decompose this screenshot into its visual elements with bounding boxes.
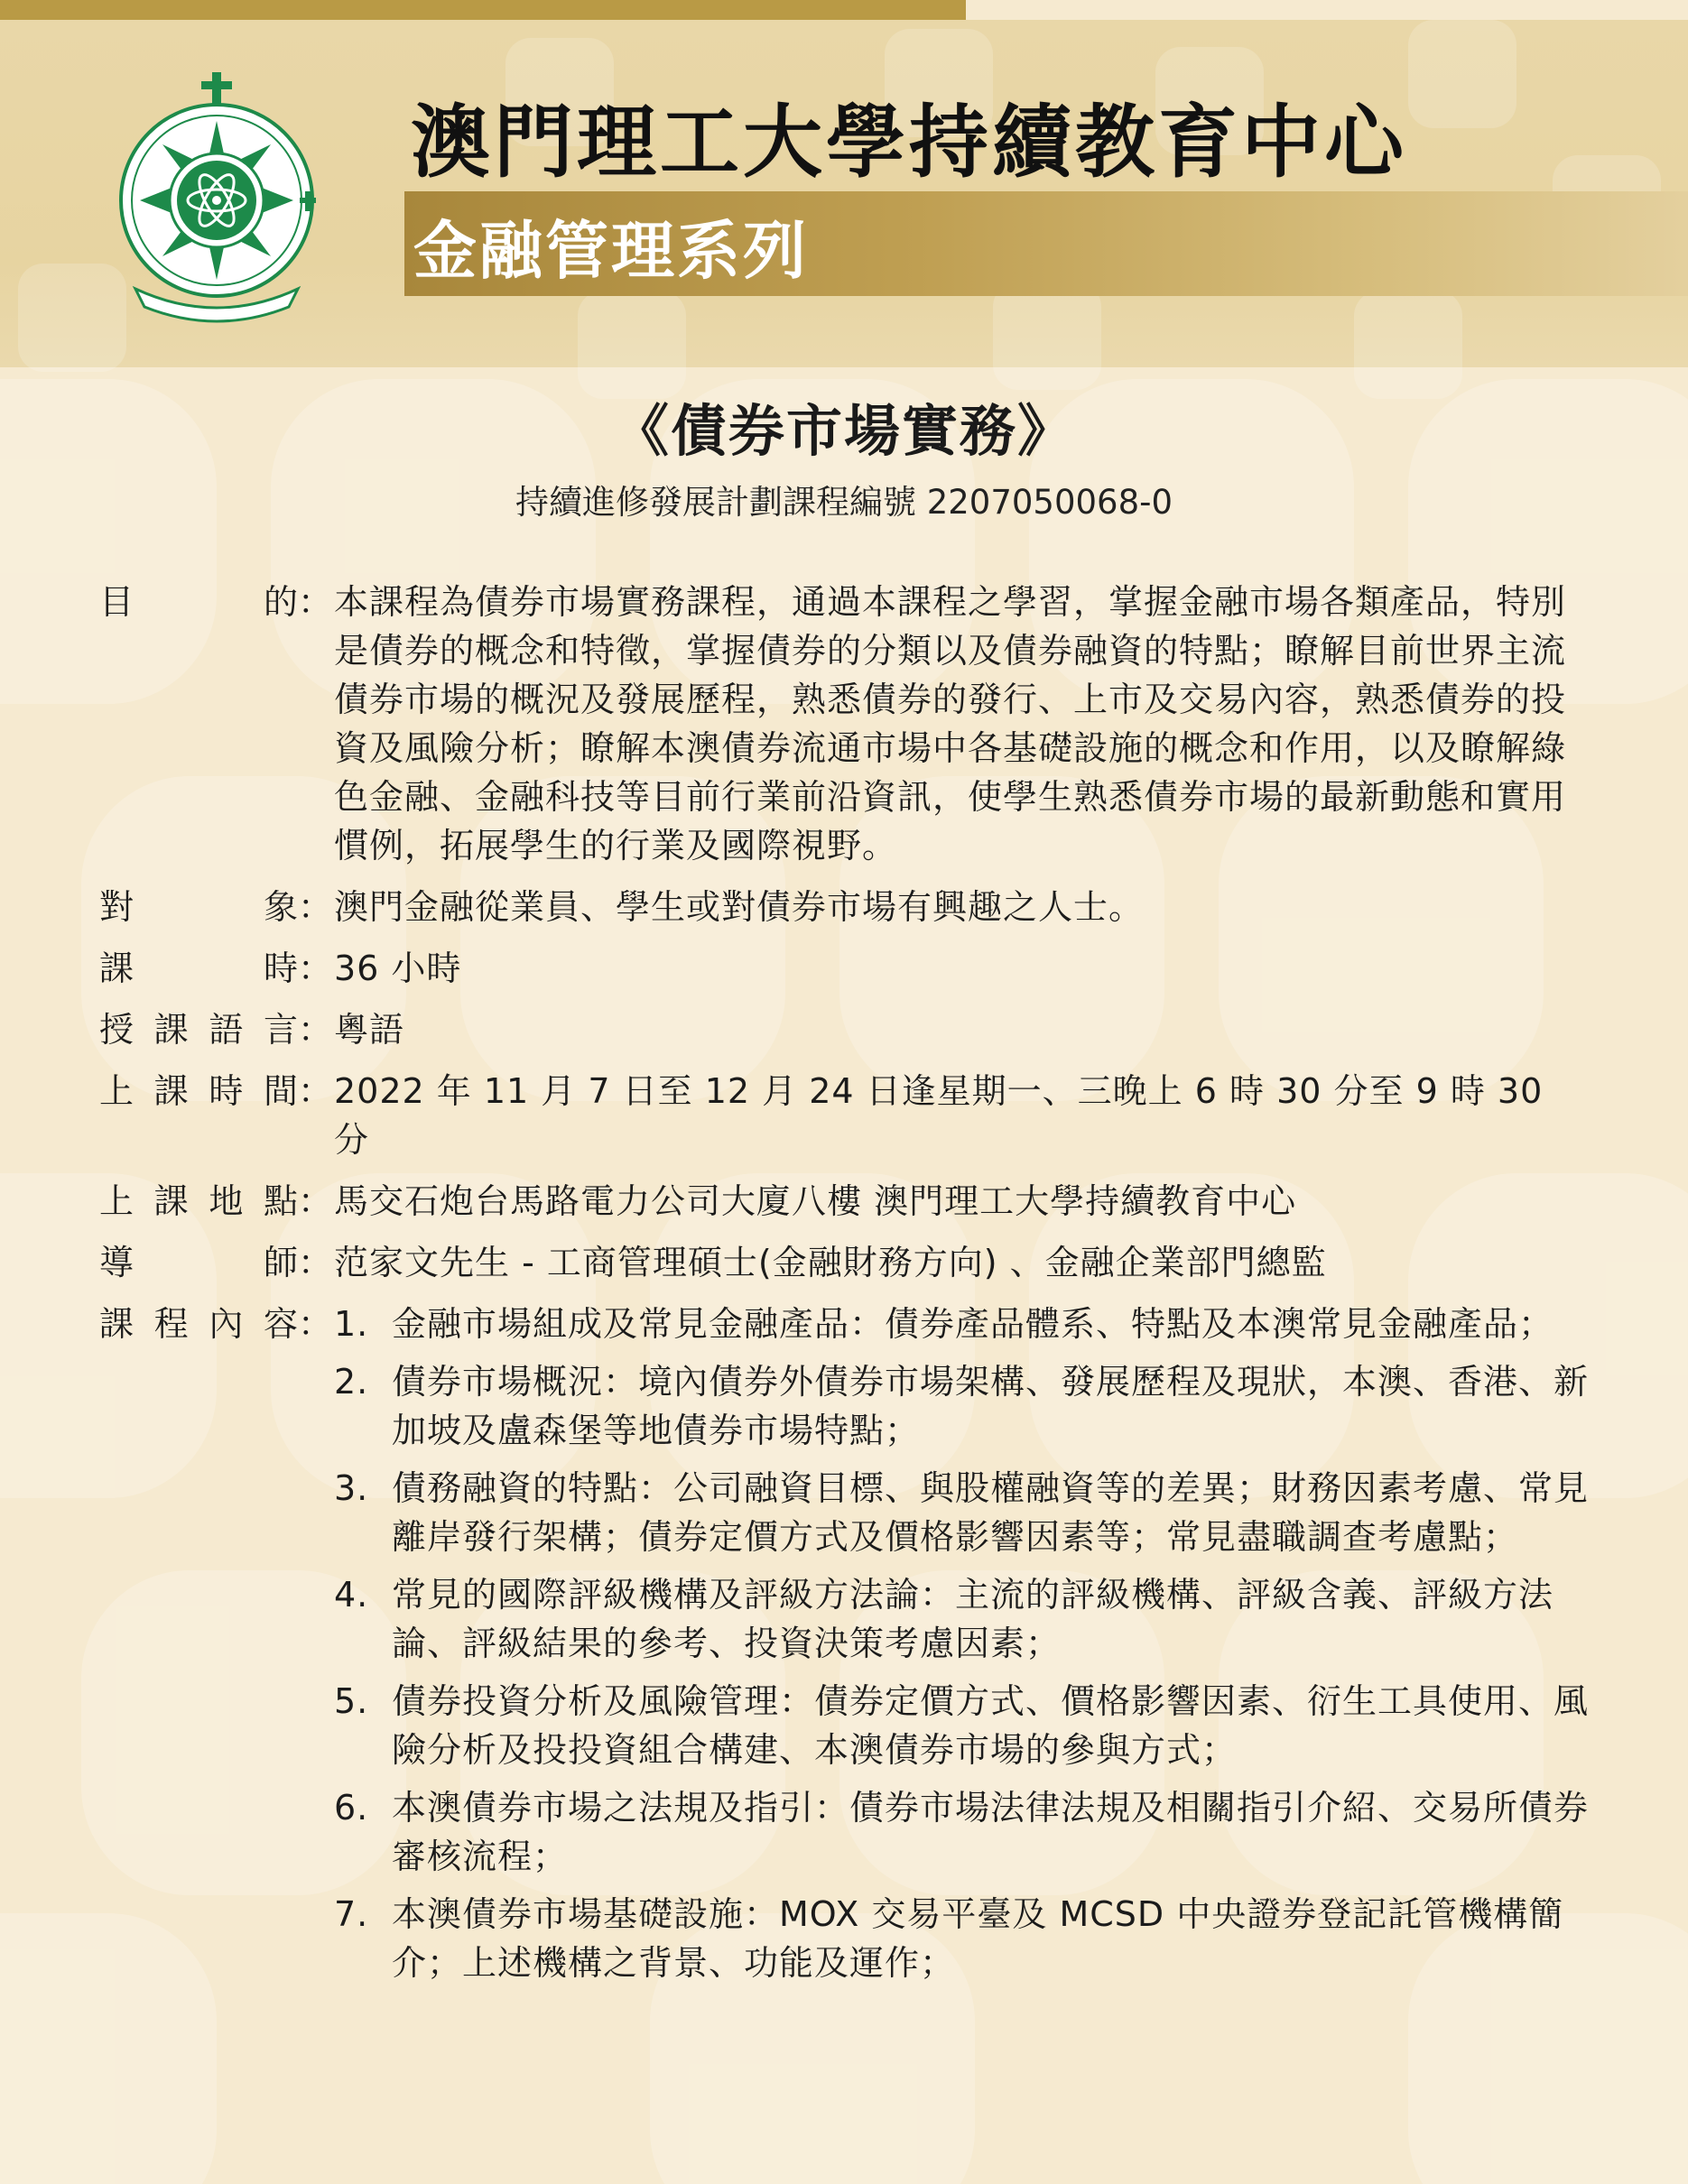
info-colon: ： <box>298 949 333 988</box>
list-number: 6. <box>334 1788 369 1828</box>
info-colon: ： <box>298 1304 333 1344</box>
info-label: 課時 <box>99 949 298 988</box>
list-text: 本澳債券市場基礎設施：MOX 交易平臺及 MCSD 中央證券登記託管機構簡介；上述機構之背景、功能及運作； <box>392 1894 1564 1983</box>
list-number: 4. <box>334 1575 369 1615</box>
list-item <box>334 1464 1589 1561</box>
info-colon: ： <box>298 1181 333 1221</box>
info-label: 授課語言 <box>99 1010 298 1050</box>
list-number: 5. <box>334 1681 369 1721</box>
university-logo <box>108 65 325 327</box>
course-info <box>99 578 1589 2009</box>
info-row-instructor <box>99 1238 1589 1287</box>
info-label: 導師 <box>99 1243 298 1282</box>
info-colon: ： <box>298 1243 333 1282</box>
organization-title: 澳門理工大學持續教育中心 <box>411 96 1408 189</box>
list-item <box>334 1570 1589 1668</box>
list-text: 金融市場組成及常見金融產品：債券產品體系、特點及本澳常見金融產品； <box>392 1304 1554 1344</box>
info-value: 2022 年 11 月 7 日至 12 月 24 日逢星期一、三晚上 6 時 30 分至 9 時 30 分 <box>334 1071 1544 1160</box>
list-item <box>334 1300 1589 1348</box>
info-label: 對象 <box>99 887 298 927</box>
info-colon: ： <box>298 582 333 622</box>
info-colon: ： <box>298 1010 333 1050</box>
info-label: 目的 <box>99 582 298 622</box>
list-text: 債務融資的特點：公司融資目標、與股權融資等的差異；財務因素考慮、常見離岸發行架構；債券定價方式及價格影響因素等；常見盡職調查考慮點； <box>392 1468 1590 1557</box>
info-row-venue <box>99 1177 1589 1226</box>
info-row-schedule <box>99 1067 1589 1164</box>
list-text: 債券投資分析及風險管理：債券定價方式、價格影響因素、衍生工具使用、風險分析及投投資組合構建、本澳債券市場的參與方式； <box>392 1681 1590 1770</box>
course-title: 《債券市場實務》 <box>612 398 1075 464</box>
info-row-audience <box>99 883 1589 931</box>
list-item <box>334 1357 1589 1455</box>
list-number: 3. <box>334 1468 369 1508</box>
info-label: 上課時間 <box>99 1071 298 1111</box>
info-value: 馬交石炮台馬路電力公司大廈八樓 澳門理工大學持續教育中心 <box>334 1181 1297 1221</box>
list-number: 2. <box>334 1362 369 1402</box>
info-value: 36 小時 <box>334 949 462 988</box>
list-text: 常見的國際評級機構及評級方法論：主流的評級機構、評級含義、評級方法論、評級結果的參考、投資決策考慮因素； <box>392 1575 1554 1663</box>
info-row-hours <box>99 944 1589 993</box>
contents-list-wrap <box>334 1300 1589 1996</box>
course-code: 持續進修發展計劃課程編號 2207050068-0 <box>515 483 1173 522</box>
list-text: 債券市場概況：境內債券外債券市場架構、發展歷程及現狀，本澳、香港、新加坡及盧森堡等地債券市場特點； <box>392 1362 1590 1450</box>
list-item <box>334 1783 1589 1881</box>
list-text: 本澳債券市場之法規及指引：債券市場法律法規及相關指引介紹、交易所債券審核流程； <box>392 1788 1590 1876</box>
list-number: 1. <box>334 1304 369 1344</box>
series-title: 金融管理系列 <box>413 214 809 288</box>
info-colon: ： <box>298 887 333 927</box>
info-row-purpose <box>99 578 1589 870</box>
top-gold-bar <box>0 0 966 20</box>
list-item <box>334 1890 1589 1987</box>
info-label: 上課地點 <box>99 1181 298 1221</box>
info-label: 課程內容 <box>99 1304 298 1344</box>
list-item <box>334 1677 1589 1774</box>
info-value: 本課程為債券市場實務課程，通過本課程之學習，掌握金融市場各類產品，特別是債券的概念和特徵，掌握債券的分類以及債券融資的特點；瞭解目前世界主流債券市場的概況及發展歷程，熟悉債券的發行、上市及交易內容，熟悉債券的投資及風險分析；瞭解本澳債券流通市場中各基礎設施的概念和作用，以及瞭解綠色金融、金融科技等目前行業前沿資訊，使學生熟悉債券市場的最新動態和實用慣例，拓展學生的行業及國際視野。 <box>334 582 1567 865</box>
info-row-contents <box>99 1300 1589 1996</box>
info-value: 范家文先生 - 工商管理碩士(金融財務方向) 、金融企業部門總監 <box>334 1243 1327 1282</box>
list-number: 7. <box>334 1894 369 1934</box>
info-value: 粵語 <box>334 1010 405 1050</box>
contents-list <box>334 1300 1589 1987</box>
info-value: 澳門金融從業員、學生或對債券市場有興趣之人士。 <box>334 887 1145 927</box>
info-colon: ： <box>298 1071 333 1111</box>
info-row-language <box>99 1005 1589 1054</box>
